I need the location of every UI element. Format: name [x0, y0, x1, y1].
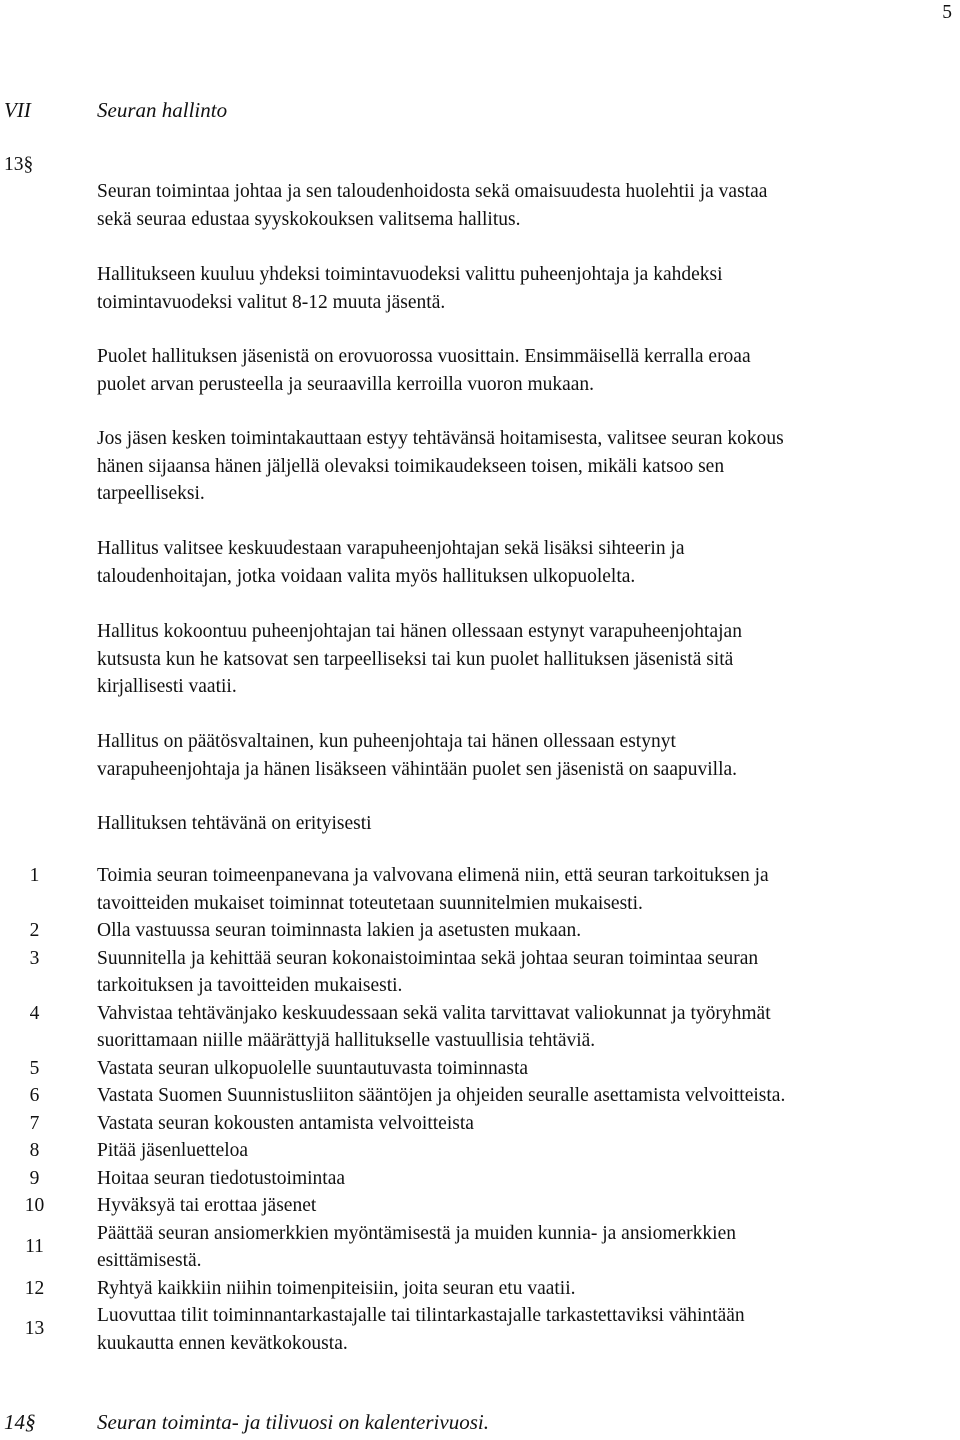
paragraph-line: sekä seuraa edustaa syyskokouksen valitsema hallitus.	[97, 208, 521, 230]
list-item-line: Hyväksyä tai erottaa jäsenet	[97, 1195, 317, 1216]
paragraph-quorum	[97, 728, 947, 783]
paragraph-line: Hallitukseen kuuluu yhdeksi toimintavuodeksi valittu puheenjohtaja ja kahdeksi	[97, 264, 723, 285]
list-item-text	[97, 1220, 960, 1275]
list-item-number: 2	[29, 920, 40, 941]
list-item	[0, 1000, 960, 1055]
list-item-line: Luovuttaa tilit toiminnantarkastajalle tai tilintarkastajalle tarkastettaviksi vähintään	[97, 1305, 745, 1326]
paragraph-line: Hallitus kokoontuu puheenjohtajan tai hänen ollessaan estynyt varapuheenjohtajan	[97, 621, 742, 642]
list-item-text	[97, 917, 960, 945]
list-item	[0, 1275, 960, 1303]
list-item-number: 3	[29, 947, 40, 969]
list-item-line: esittämisestä.	[97, 1250, 202, 1271]
list-item-number: 1	[29, 865, 40, 886]
section-14-number: 14§	[4, 1410, 36, 1434]
paragraph-line: toimintavuodeksi valitut 8-12 muuta jäsentä.	[97, 291, 446, 313]
list-item-text	[97, 1055, 960, 1083]
paragraph-line: Hallituksen tehtävänä on erityisesti	[97, 813, 372, 834]
list-item-text	[97, 1082, 960, 1110]
list-item-text	[97, 1165, 960, 1193]
chapter-title: Seuran hallinto	[97, 98, 228, 122]
list-item-number: 11	[25, 1235, 44, 1257]
list-item-number: 4	[29, 1002, 40, 1024]
list-item	[0, 1302, 960, 1357]
list-item-line: Päättää seuran ansiomerkkien myöntämisestä ja muiden kunnia- ja ansiomerkkien	[97, 1222, 736, 1244]
list-item-text	[97, 945, 960, 1000]
list-item	[0, 1110, 960, 1138]
list-item-number: 9	[29, 1167, 40, 1189]
list-item-text	[97, 1137, 960, 1165]
paragraph-line: kutsusta kun he katsovat sen tarpeelliseksi tai kun puolet hallituksen jäsenistä sitä	[97, 648, 734, 670]
paragraph-line: varapuheenjohtaja ja hänen lisäkseen vähintään puolet sen jäsenistä on saapuvilla.	[97, 758, 738, 780]
list-item	[0, 1082, 960, 1110]
list-item-line: Olla vastuussa seuran toiminnasta lakien ja asetusten mukaan.	[97, 920, 582, 941]
paragraph-officers	[97, 535, 947, 590]
section-number: 13§	[4, 154, 34, 175]
paragraph-replacement	[97, 425, 947, 508]
list-item-text	[97, 1192, 960, 1220]
list-item-number: 7	[29, 1112, 40, 1134]
list-item	[0, 1055, 960, 1083]
list-item-number: 12	[24, 1277, 45, 1299]
chapter-number: VII	[4, 98, 31, 122]
list-item	[0, 1192, 960, 1220]
list-item	[0, 917, 960, 945]
list-item-line: Vastata seuran kokousten antamista velvoitteista	[97, 1112, 474, 1134]
list-item	[0, 1220, 960, 1275]
list-item	[0, 1165, 960, 1193]
paragraph-duties-intro	[97, 810, 947, 838]
duties-list	[0, 862, 960, 1357]
list-item-number: 5	[29, 1057, 40, 1079]
list-item-text	[97, 862, 960, 917]
paragraph-line: puolet arvan perusteella ja seuraavilla kerroilla vuoron mukaan.	[97, 373, 595, 395]
list-item-line: Vahvistaa tehtävänjako keskuudessaan sekä valita tarvittavat valiokunnat ja työryhmät	[97, 1002, 771, 1024]
list-item-number: 8	[29, 1140, 40, 1161]
list-item-line: Suunnitella ja kehittää seuran kokonaistoimintaa sekä johtaa seuran toimintaa seuran	[97, 947, 759, 969]
paragraph-line: kirjallisesti vaatii.	[97, 676, 237, 697]
paragraph-board-composition	[97, 261, 947, 316]
paragraph-line: Seuran toimintaa johtaa ja sen taloudenhoidosta sekä omaisuudesta huolehtii ja vastaa	[97, 181, 768, 202]
list-item-line: tavoitteiden mukaiset toiminnat toteutetaan suunnitelmien mukaisesti.	[97, 892, 643, 914]
list-item	[0, 945, 960, 1000]
list-item-line: Pitää jäsenluetteloa	[97, 1140, 249, 1161]
list-item	[0, 1137, 960, 1165]
paragraph-line: Hallitus on päätösvaltainen, kun puheenjohtaja tai hänen ollessaan estynyt	[97, 731, 676, 752]
list-item-text	[97, 1110, 960, 1138]
paragraph-board-responsibility	[97, 178, 947, 233]
list-item-line: suorittamaan niille määrättyjä hallitukselle vastuullisia tehtäviä.	[97, 1030, 596, 1051]
list-item-number: 6	[29, 1085, 40, 1106]
paragraph-line: taloudenhoitajan, jotka voidaan valita myös hallituksen ulkopuolelta.	[97, 565, 636, 587]
list-item-line: Toimia seuran toimeenpanevana ja valvovana elimenä niin, että seuran tarkoituksen ja	[97, 865, 769, 886]
list-item-text	[97, 1000, 960, 1055]
paragraph-line: hänen sijaansa hänen jäljellä olevaksi toimikaudekseen toisen, mikäli katsoo sen	[97, 455, 725, 477]
paragraph-line: Hallitus valitsee keskuudestaan varapuheenjohtajan sekä lisäksi sihteerin ja	[97, 538, 685, 559]
list-item-text	[97, 1275, 960, 1303]
page-number: 5	[942, 2, 952, 23]
list-item-number: 10	[24, 1195, 45, 1216]
list-item-line: Vastata seuran ulkopuolelle suuntautuvasta toiminnasta	[97, 1057, 529, 1079]
paragraph-meetings	[97, 618, 947, 701]
paragraph-line: Puolet hallituksen jäsenistä on erovuorossa vuosittain. Ensimmäisellä kerralla eroaa	[97, 346, 751, 367]
list-item-number: 13	[24, 1318, 45, 1339]
list-item-line: Vastata Suomen Suunnistusliiton sääntöjen ja ohjeiden seuralle asettamista velvoitteista.	[97, 1085, 786, 1106]
list-item-line: kuukautta ennen kevätkokousta.	[97, 1332, 348, 1354]
paragraph-line: tarpeelliseksi.	[97, 483, 205, 504]
paragraph-rotation	[97, 343, 947, 398]
list-item-line: Hoitaa seuran tiedotustoimintaa	[97, 1167, 346, 1189]
list-item-line: Ryhtyä kaikkiin niihin toimenpiteisiin, joita seuran etu vaatii.	[97, 1277, 576, 1299]
list-item	[0, 862, 960, 917]
list-item-line: tarkoituksen ja tavoitteiden mukaisesti.	[97, 975, 403, 996]
section-14-text: Seuran toiminta- ja tilivuosi on kalenterivuosi.	[97, 1410, 489, 1434]
paragraph-line: Jos jäsen kesken toimintakauttaan estyy tehtävänsä hoitamisesta, valitsee seuran kokous	[97, 428, 784, 449]
list-item-text	[97, 1302, 960, 1357]
